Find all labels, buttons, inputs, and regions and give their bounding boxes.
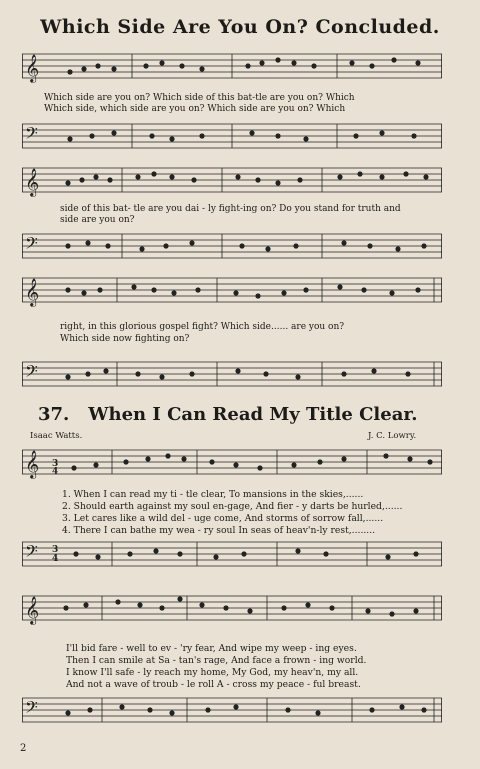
verse-line: 4. There I can bathe my wea - ry soul In seas of heav'n-ly rest,........ — [62, 525, 376, 536]
page-title: Which Side Are You On? Concluded. — [40, 16, 440, 38]
verse-line: And not a wave of troub - le roll A - cross my peace - ful breast. — [66, 679, 361, 690]
lyric-line: right, in this glorious gospel fight? Which side...... are you on? — [60, 322, 345, 332]
treble-staff — [22, 270, 442, 312]
svg-text:𝄢: 𝄢 — [25, 361, 38, 385]
svg-text:𝄢: 𝄢 — [25, 541, 38, 565]
svg-text:4: 4 — [52, 554, 59, 564]
svg-text:𝄞: 𝄞 — [25, 596, 40, 624]
treble-staff — [22, 588, 442, 630]
svg-text:4: 4 — [52, 467, 59, 477]
hymn-heading — [38, 404, 478, 425]
treble-staff — [22, 160, 442, 202]
treble-staff — [22, 46, 442, 88]
verse-line: 1. When I can read my ti - tle clear, To mansions in the skies,...... — [62, 489, 364, 500]
svg-text:3: 3 — [52, 545, 59, 555]
lyric-line: side are you on? — [60, 215, 135, 225]
hymn-system-b — [22, 588, 442, 738]
svg-text:𝄢: 𝄢 — [25, 123, 38, 147]
composer-credit: J. C. Lowry. — [368, 431, 417, 441]
verse-line: 2. Should earth against my soul en-gage, And fier - y darts be hurled,...... — [62, 501, 403, 512]
treble-staff — [22, 442, 442, 484]
hymn-title: When I Can Read My Title Clear. — [88, 404, 418, 425]
svg-text:𝄞: 𝄞 — [25, 278, 40, 306]
music-system-3 — [22, 270, 442, 400]
verse-line: 3. Let cares like a wild del - uge come, And storms of sorrow fall,...... — [62, 513, 384, 524]
svg-text:𝄢: 𝄢 — [25, 697, 38, 721]
lyric-line: Which side are you on? Which side of this bat-tle are you on? Which — [44, 93, 355, 103]
svg-text:𝄞: 𝄞 — [25, 450, 40, 478]
svg-text:𝄞: 𝄞 — [25, 168, 40, 196]
verse-line: I'll bid fare - well to ev - 'ry fear, And wipe my weep - ing eyes. — [66, 643, 357, 654]
svg-text:𝄢: 𝄢 — [25, 233, 38, 257]
lyric-line: side of this bat- tle are you dai - ly fight-ing on? Do you stand for truth and — [60, 204, 401, 214]
music-system-1 — [22, 46, 442, 158]
author-credit: Isaac Watts. — [30, 431, 83, 441]
hymn-system-a — [22, 442, 442, 582]
svg-text:𝄞: 𝄞 — [25, 54, 40, 82]
bass-staff — [22, 534, 442, 576]
bass-staff — [22, 226, 442, 268]
hymn-number: 37. — [38, 404, 70, 425]
bass-staff — [22, 690, 442, 732]
music-system-2 — [22, 160, 442, 270]
bass-staff — [22, 354, 442, 396]
verse-line: I know I'll safe - ly reach my home, My God, my heav'n, my all. — [66, 667, 359, 678]
bass-staff — [22, 116, 442, 158]
lyric-line: Which side now fighting on? — [60, 334, 190, 344]
svg-text:3: 3 — [52, 459, 59, 469]
page-number: 2 — [20, 743, 27, 754]
verse-line: Then I can smile at Sa - tan's rage, And face a frown - ing world. — [66, 655, 367, 666]
lyric-line: Which side, which side are you on? Which side are you on? Which — [44, 104, 346, 114]
